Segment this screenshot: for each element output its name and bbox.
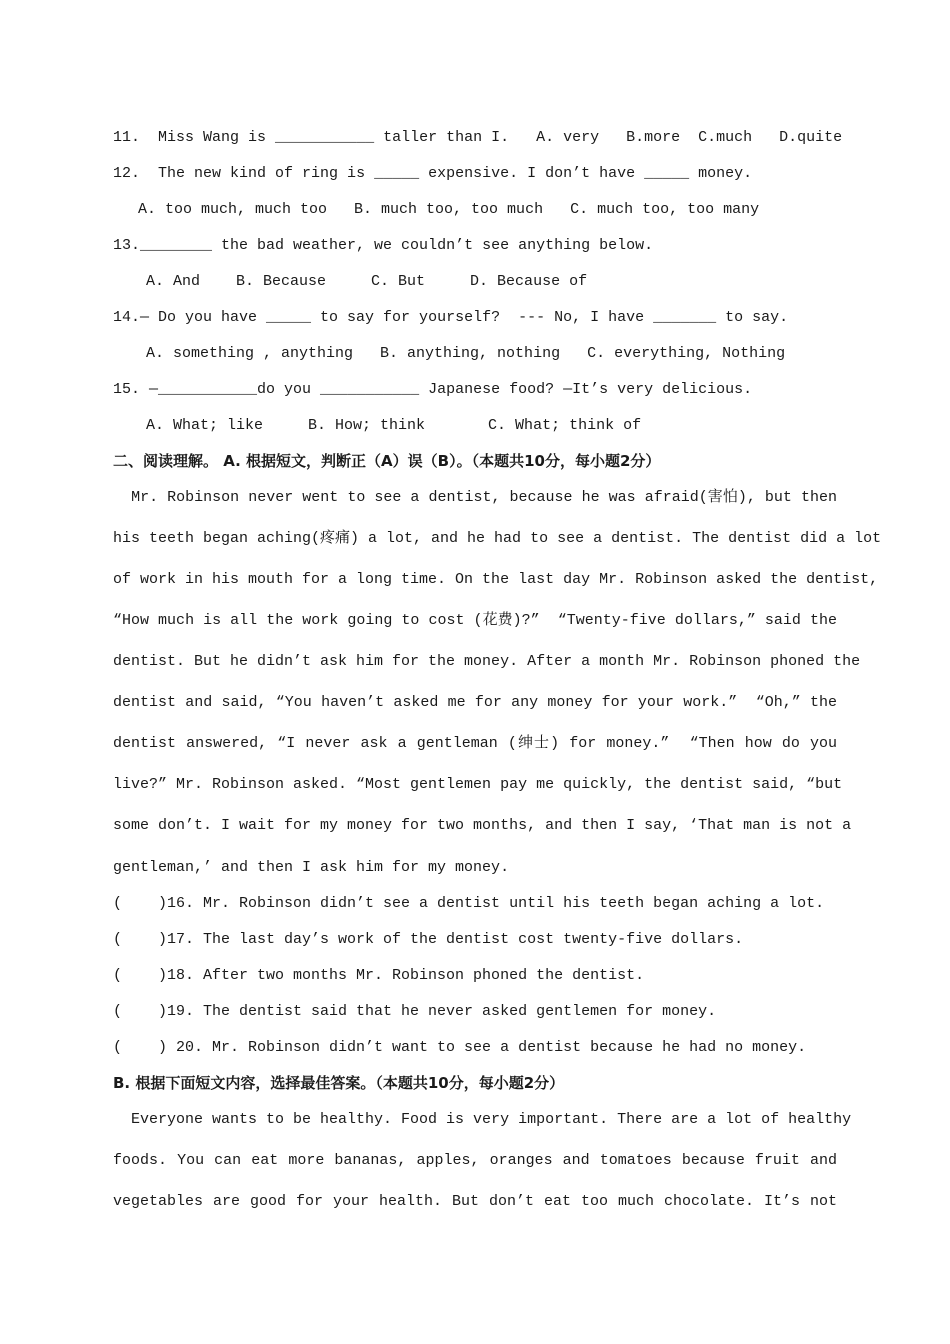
section-b-heading: B. 根据下面短文内容，选择最佳答案。（本题共10分，每小题2分） — [113, 1074, 565, 1092]
question-14: 14.— Do you have _____ to say for yourself? --- No, I have _______ to say. — [113, 309, 789, 326]
judgement-19: ( )19. The dentist said that he never asked gentlemen for money. — [113, 1003, 717, 1020]
passage-a-line: live?” Mr. Robinson asked. “Most gentlemen pay me quickly, the dentist said, “but — [113, 776, 843, 793]
passage-a-line: Mr. Robinson never went to see a dentist, because he was afraid(害怕), but then — [113, 489, 837, 506]
judgement-17: ( )17. The last day’s work of the dentist cost twenty-five dollars. — [113, 931, 744, 948]
question-13: 13.________ the bad weather, we couldn’t see anything below. — [113, 237, 654, 254]
judgement-16: ( )16. Mr. Robinson didn’t see a dentist until his teeth began aching a lot. — [113, 895, 825, 912]
passage-a-line: dentist answered, “I never ask a gentleman (绅士) for money.” “Then how do you — [113, 735, 837, 752]
passage-a-line: dentist. But he didn’t ask him for the money. After a month Mr. Robinson phoned the — [113, 653, 861, 670]
passage-a-line: dentist and said, “You haven’t asked me for any money for your work.” “Oh,” the — [113, 694, 837, 711]
question-12: 12. The new kind of ring is _____ expensive. I don’t have _____ money. — [113, 165, 753, 182]
passage-a-line: some don’t. I wait for my money for two months, and then I say, ‘That man is not a — [113, 817, 852, 834]
question-14-options: A. something , anything B. anything, nothing C. everything, Nothing — [146, 345, 786, 362]
section-2-heading: 二、阅读理解。 A. 根据短文，判断正（A）误（B）。（本题共10分，每小题2分） — [113, 452, 661, 470]
question-15-options: A. What; like B. How; think C. What; think of — [146, 417, 642, 434]
passage-a-line: his teeth began aching(疼痛) a lot, and he had to see a dentist. The dentist did a lot — [113, 530, 882, 547]
passage-b-line: vegetables are good for your health. But don’t eat too much chocolate. It’s not — [113, 1193, 837, 1210]
passage-b-line: foods. You can eat more bananas, apples, oranges and tomatoes because fruit and — [113, 1152, 837, 1169]
question-12-options: A. too much, much too B. much too, too much C. much too, too many — [138, 201, 760, 218]
question-13-options: A. And B. Because C. But D. Because of — [146, 273, 588, 290]
question-15: 15. —___________do you ___________ Japanese food? —It’s very delicious. — [113, 381, 753, 398]
passage-a-line: gentleman,’ and then I ask him for my money. — [113, 859, 510, 876]
question-11: 11. Miss Wang is ___________ taller than I. A. very B.more C.much D.quite — [113, 129, 843, 146]
judgement-20: ( ) 20. Mr. Robinson didn’t want to see a dentist because he had no money. — [113, 1039, 807, 1056]
passage-a-line: of work in his mouth for a long time. On the last day Mr. Robinson asked the dentist, — [113, 571, 879, 588]
judgement-18: ( )18. After two months Mr. Robinson phoned the dentist. — [113, 967, 645, 984]
passage-b-line: Everyone wants to be healthy. Food is very important. There are a lot of healthy — [113, 1111, 852, 1128]
passage-a-line: “How much is all the work going to cost (花费)?” “Twenty-five dollars,” said the — [113, 612, 837, 629]
